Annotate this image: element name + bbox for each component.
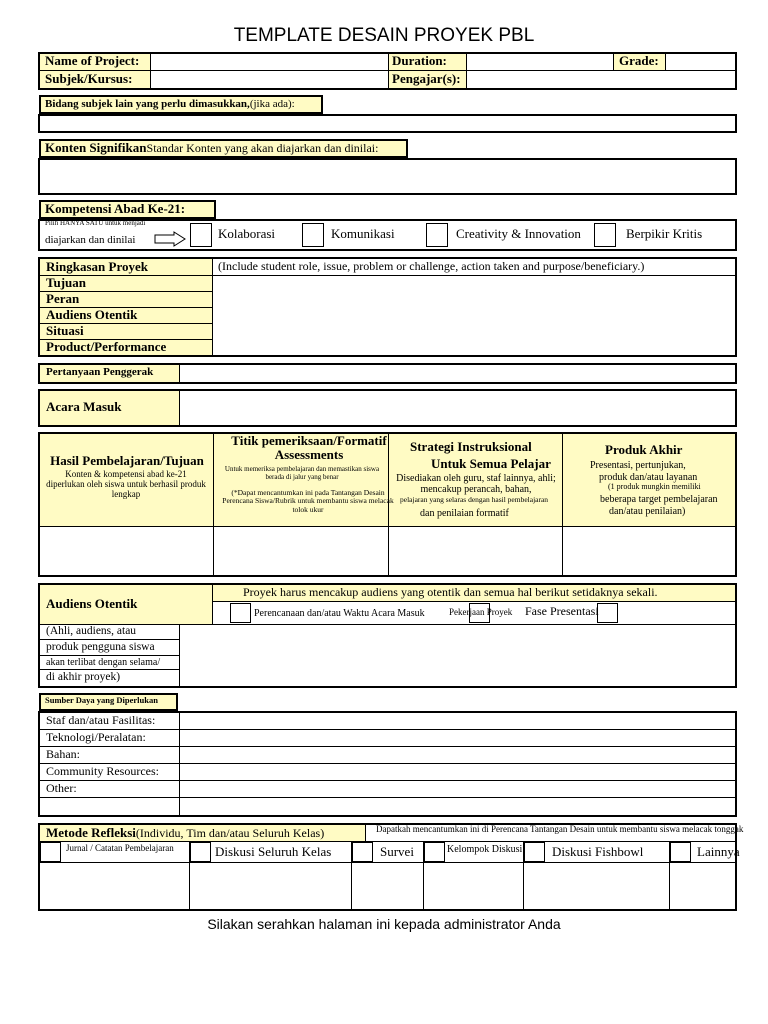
whole-class-field[interactable] [190,863,351,909]
final-product-field[interactable] [563,527,735,575]
final-product-note-2: produk dan/atau layanan [599,472,698,483]
audience-field[interactable] [180,625,735,686]
technology-field[interactable] [180,730,735,746]
journal-option-label: Jurnal / Catatan Pembelajaran [66,843,174,853]
subject-field[interactable] [151,71,387,88]
final-product-note-4: beberapa target pembelajaran [600,494,718,505]
significant-content-label: Konten Signifikan [45,140,147,155]
whole-class-checkbox[interactable] [190,842,211,862]
resource-row-label: Teknologi/Peralatan: [46,730,146,744]
community-field[interactable] [180,764,735,780]
survey-checkbox[interactable] [352,842,373,862]
final-product-title: Produk Akhir [605,442,683,457]
critical-thinking-label: Berpikir Kritis [626,226,703,241]
other-subjects-field[interactable] [38,114,737,133]
competency-note-1: Pilih HANYA SATU untuk menjadi [45,219,146,227]
fishbowl-field[interactable] [524,863,669,909]
strategies-note-1: Disediakan oleh guru, staf lainnya, ahli; mencakup perancah, bahan, [396,473,556,495]
summary-row-label: Product/Performance [46,339,167,354]
project-name-label: Name of Project: [45,53,140,68]
resource-row-label: Bahan: [46,747,80,761]
driving-question-field[interactable] [180,365,735,382]
summary-row-label: Tujuan [46,275,86,290]
presentation-option-label: Fase Presentasi [525,604,599,618]
arrow-right-icon [154,231,186,252]
significant-content-field[interactable] [38,158,737,195]
fishbowl-option-label: Diskusi Fishbowl [552,844,644,859]
grade-field[interactable] [666,54,735,70]
competency-note-2: diajarkan dan dinilai [45,234,136,246]
final-product-note-1: Presentasi, pertunjukan, [590,460,686,471]
audience-note: Proyek harus mencakup audiens yang otentik dan semua hal berikut setidaknya sekali. [243,585,658,599]
entry-event-label: Acara Masuk [46,399,122,414]
strategies-title-1: Strategi Instruksional [410,439,532,454]
resources-label: Sumber Daya yang Diperlukan [45,695,158,705]
resource-row-label: Staf dan/atau Fasilitas: [46,713,156,727]
checkpoints-note-1: Untuk memeriksa pembelajaran dan memastikan siswa berada di jalur yang benar [224,465,380,481]
komunikasi-checkbox[interactable] [302,223,324,247]
teacher-label: Pengajar(s): [392,71,461,86]
strategies-note-2: pelajaran yang selaras dengan hasil pembelajaran [400,495,549,504]
driving-question-label: Pertanyaan Penggerak [46,366,154,378]
journal-checkbox[interactable] [40,842,61,862]
final-product-note-5: dan/atau penilaian) [609,506,686,517]
project-work-option-label: Pekerjaan Proyek [449,607,513,617]
whole-class-option-label: Diskusi Seluruh Kelas [215,844,332,859]
audience-label: Audiens Otentik [46,596,138,611]
strategies-title-2: Untuk Semua Pelajar [431,456,551,471]
checkpoints-note-2: (*Dapat mencantumkan ini pada Tantangan Desain Perencana Siswa/Rubrik untuk membantu siswa melacak tolok ukur [222,488,394,514]
teacher-field[interactable] [467,71,735,88]
footer-note: Silakan serahkan halaman ini kepada administrator Anda [207,916,561,932]
materials-field[interactable] [180,747,735,763]
learning-outcomes-field[interactable] [40,527,212,575]
fishbowl-checkbox[interactable] [524,842,545,862]
learning-outcomes-note: Konten & kompetensi abad ke-21 diperlukan oleh siswa untuk berhasil produk lengkap [46,469,206,499]
significant-content-note: Standar Konten yang akan diajarkan dan dinilai: [146,141,379,155]
entry-event-option-label: Perencanaan dan/atau Waktu Acara Masuk [254,608,425,619]
creativity-checkbox[interactable] [426,223,448,247]
focus-group-field[interactable] [424,863,523,909]
komunikasi-label: Komunikasi [331,226,395,241]
checkpoints-title: Titik pemeriksaan/Formatif Assessments [231,433,387,463]
reflection-label: Metode Refleksi [46,825,136,840]
summary-row-label: Ringkasan Proyek [46,259,148,274]
strategies-note-3: dan penilaian formatif [420,508,509,519]
other-reflection-option-label: Lainnya [697,844,740,859]
competency-label: Kompetensi Abad Ke-21: [45,201,186,216]
survey-field[interactable] [352,863,423,909]
presentation-checkbox[interactable] [597,603,618,623]
audience-desc-line: akan terlibat dengan selama/ [46,657,161,668]
other-field[interactable] [180,781,735,797]
entry-event-field[interactable] [180,391,735,425]
reflection-label-note: (Individu, Tim dan/atau Seluruh Kelas) [135,826,325,840]
other-reflection-field[interactable] [670,863,735,909]
staff-field[interactable] [180,713,735,729]
summary-note: (Include student role, issue, problem or challenge, action taken and purpose/beneficiary.) [218,259,645,273]
project-name-field[interactable] [151,54,387,70]
journal-field[interactable] [40,863,189,909]
checkpoints-field[interactable] [214,527,387,575]
duration-label: Duration: [392,53,447,68]
critical-thinking-checkbox[interactable] [594,223,616,247]
audience-desc-line: di akhir proyek) [46,671,121,683]
summary-row-label: Situasi [46,323,84,338]
kolaborasi-checkbox[interactable] [190,223,212,247]
summary-row-label: Audiens Otentik [46,307,138,322]
resource-row-label: Community Resources: [46,764,159,778]
entry-event-checkbox[interactable] [230,603,251,623]
audience-desc-line: (Ahli, audiens, atau [46,625,137,637]
focus-group-option-label: Kelompok Diskusi [447,844,523,855]
strategies-field[interactable] [389,527,561,575]
subject-label: Subjek/Kursus: [45,71,133,86]
other-subjects-label: Bidang subjek lain yang perlu dimasukkan, [45,98,250,110]
summary-row-label: Peran [46,291,80,306]
project-work-checkbox[interactable] [469,603,490,623]
summary-field[interactable] [213,276,735,355]
duration-field[interactable] [467,54,612,70]
focus-group-checkbox[interactable] [424,842,445,862]
creativity-label: Creativity & Innovation [456,226,581,241]
final-product-note-3: (1 produk mungkin memiliki [608,482,701,491]
audience-desc-line: produk pengguna siswa [46,641,155,653]
survey-option-label: Survei [380,844,414,859]
other-reflection-checkbox[interactable] [670,842,691,862]
learning-outcomes-title: Hasil Pembelajaran/Tujuan [50,453,204,468]
reflection-note: Dapatkah mencantumkan ini di Perencana Tantangan Desain untuk membantu siswa melacak tonggak [376,824,744,834]
page-title: TEMPLATE DESAIN PROYEK PBL [233,25,535,46]
kolaborasi-label: Kolaborasi [218,226,276,241]
resource-row-label: Other: [46,781,77,795]
grade-label: Grade: [619,53,659,68]
other-subjects-note: (jika ada): [249,98,295,110]
